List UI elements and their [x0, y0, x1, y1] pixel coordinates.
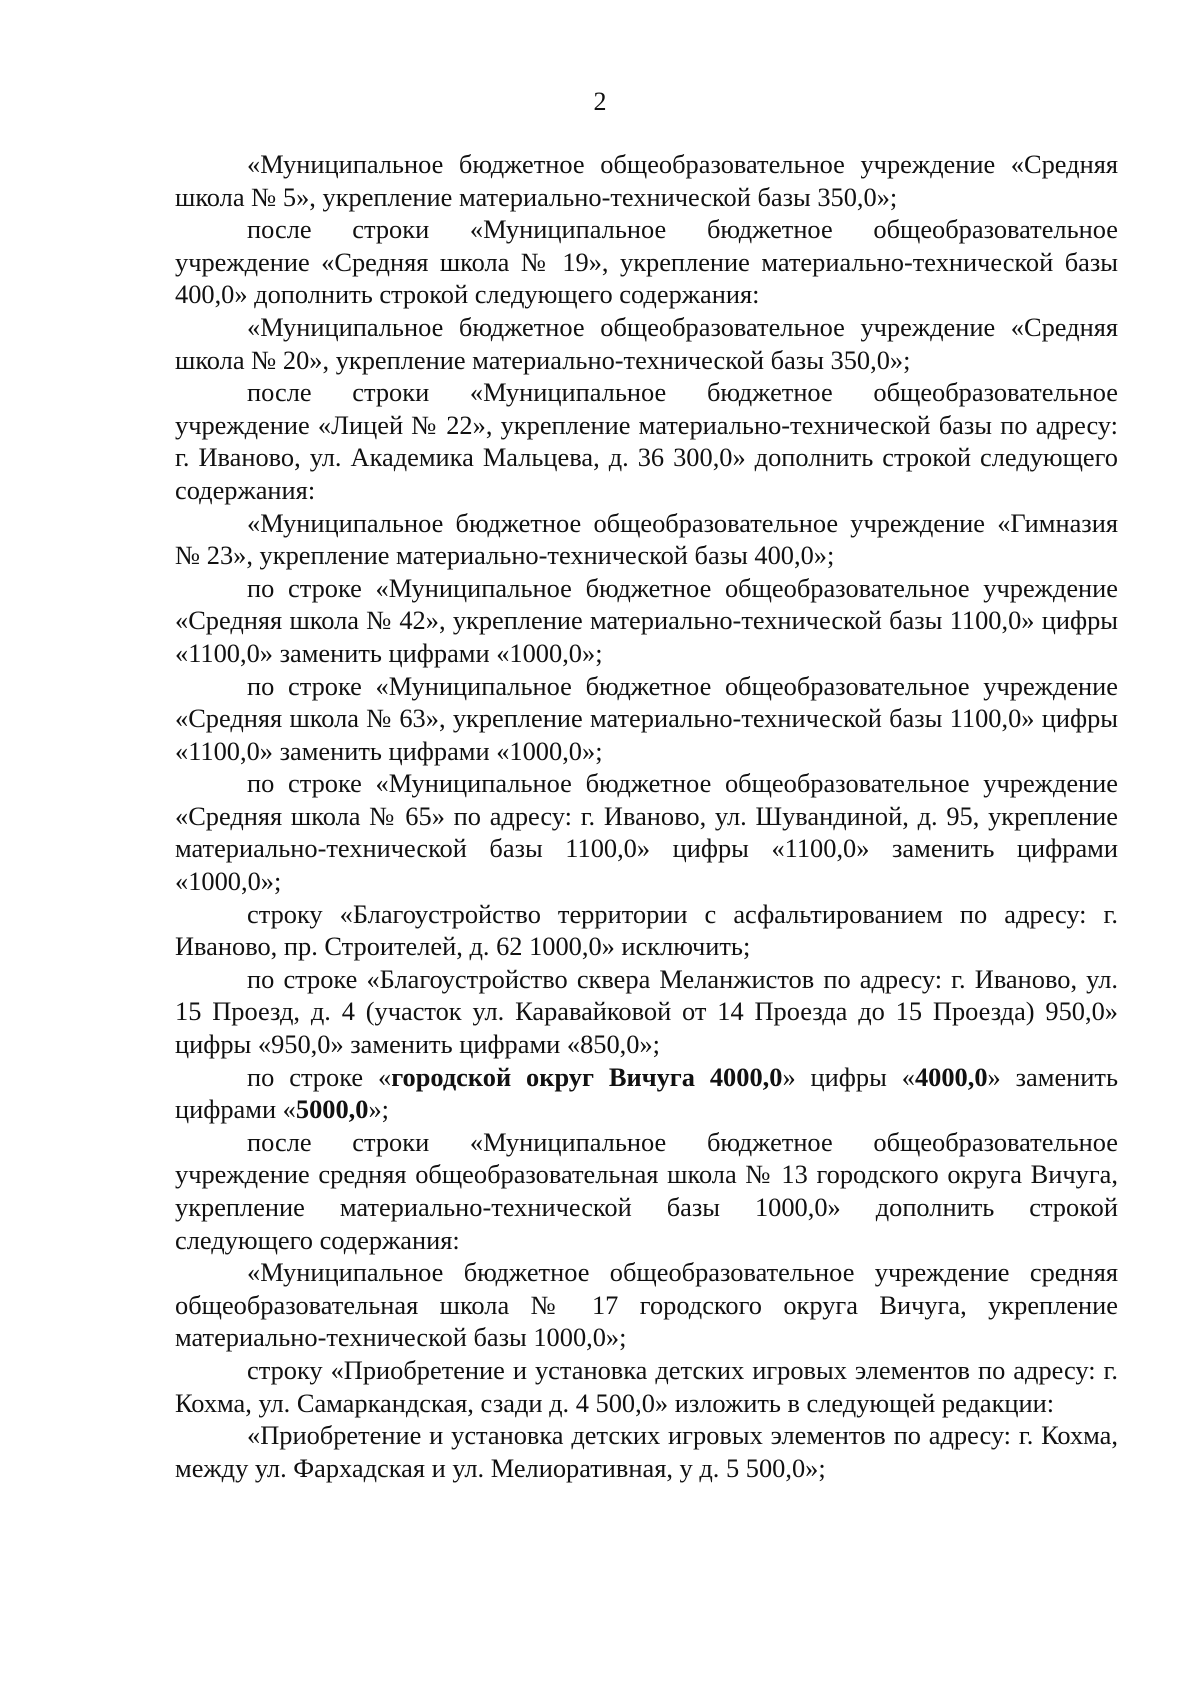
text-segment: «Муниципальное бюджетное общеобразовательное учреждение «Средняя школа № 5», укрепление материально-технической базы 350,0»;: [175, 149, 1118, 212]
document-body: [175, 148, 1118, 1484]
text-segment: по строке «Благоустройство сквера Меланжистов по адресу: г. Иваново, ул. 15 Проезд, д. 4 (участок ул. Каравайковой от 14 Проезда до 15 Проезда) 950,0» цифры «950,0» заменить цифрами «850,0»;: [175, 963, 1118, 1060]
text-segment: » заменить цифрами «: [175, 1061, 1118, 1125]
text-segment: по строке «Муниципальное бюджетное общеобразовательное учреждение «Средняя школа № 63», укрепление материально-технической базы 1100,0» цифры «1100,0» заменить цифрами «1000,0»;: [175, 670, 1118, 766]
paragraph: [175, 963, 1118, 1061]
paragraph: [175, 148, 1118, 213]
text-segment: после строки «Муниципальное бюджетное общеобразовательное учреждение «Лицей № 22», укрепление материально-технической базы по адресу: г. Иваново, ул. Академика Мальцева, д. 36 300,0» дополнить строкой следующего содержания:: [175, 377, 1118, 505]
text-segment: по строке «Муниципальное бюджетное общеобразовательное учреждение «Средняя школа № 42», укрепление материально-технической базы 1100,0» цифры «1100,0» заменить цифрами «1000,0»;: [175, 572, 1118, 668]
text-segment: »;: [368, 1094, 389, 1125]
bold-text: городской округ Вичуга 4000,0: [391, 1061, 783, 1092]
text-segment: строку «Приобретение и установка детских игровых элементов по адресу: г. Кохма, ул. Самаркандская, сзади д. 4 500,0» изложить в следующей редакции:: [175, 1354, 1118, 1418]
paragraph: [175, 213, 1118, 311]
paragraph: [175, 898, 1118, 963]
paragraph: [175, 1256, 1118, 1354]
paragraph: [175, 507, 1118, 572]
text-segment: «Муниципальное бюджетное общеобразовательное учреждение «Средняя школа № 20», укрепление материально-технической базы 350,0»;: [175, 311, 1118, 375]
text-segment: по строке «Муниципальное бюджетное общеобразовательное учреждение «Средняя школа № 65» по адресу: г. Иваново, ул. Шувандиной, д. 95, укрепление материально-технической базы 1100,0» цифры «1100,0» заменить цифрами «1000,0»;: [175, 768, 1118, 897]
text-segment: по строке «: [247, 1061, 392, 1092]
bold-text: 4000,0: [914, 1061, 988, 1092]
paragraph: [175, 670, 1118, 768]
text-segment: » цифры «: [782, 1061, 915, 1092]
text-segment: «Муниципальное бюджетное общеобразовательное учреждение «Гимназия № 23», укрепление материально-технической базы 400,0»;: [175, 507, 1118, 571]
page-number: 2: [593, 87, 607, 116]
text-segment: после строки «Муниципальное бюджетное общеобразовательное учреждение «Средняя школа № 19», укрепление материально-технической базы 400,0» дополнить строкой следующего содержания:: [175, 214, 1118, 310]
text-segment: строку «Благоустройство территории с асфальтированием по адресу: г. Иваново, пр. Строителей, д. 62 1000,0» исключить;: [175, 898, 1118, 962]
paragraph: [175, 572, 1118, 670]
text-segment: «Приобретение и установка детских игровых элементов по адресу: г. Кохма, между ул. Фархадская и ул. Мелиоративная, у д. 5 500,0»;: [175, 1420, 1118, 1483]
paragraph: [175, 311, 1118, 376]
text-segment: «Муниципальное бюджетное общеобразовательное учреждение средняя общеобразовательная школа № 17 городского округа Вичуга, укрепление материально-технической базы 1000,0»;: [175, 1257, 1118, 1353]
paragraph: [175, 1354, 1118, 1419]
paragraph: [175, 1126, 1118, 1256]
paragraph: [175, 376, 1118, 506]
bold-text: 5000,0: [295, 1094, 369, 1125]
text-segment: после строки «Муниципальное бюджетное общеобразовательное учреждение средняя общеобразовательная школа № 13 городского округа Вичуга, укрепление материально-технической базы 1000,0» дополнить строкой следующего содержания:: [175, 1126, 1118, 1255]
paragraph: [175, 1061, 1118, 1126]
paragraph: [175, 767, 1118, 897]
paragraph: [175, 1419, 1118, 1484]
